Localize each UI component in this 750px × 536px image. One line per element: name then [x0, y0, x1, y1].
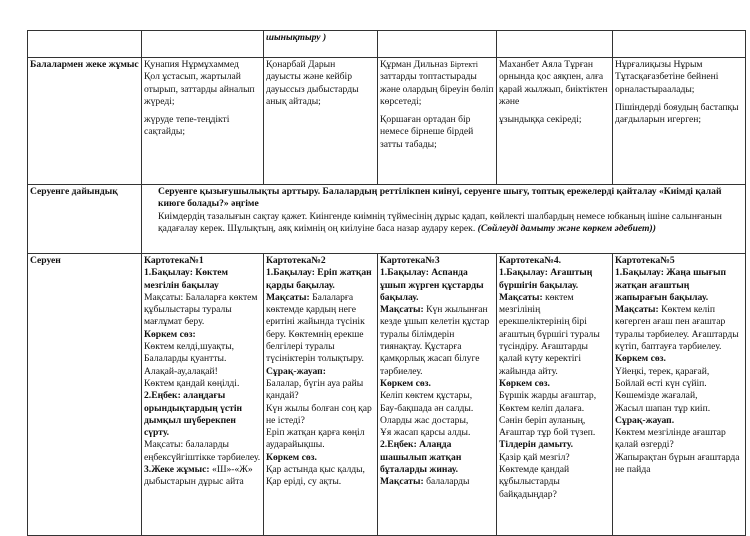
- walk-prep-row: [28, 185, 746, 254]
- card-line: Мақсаты: Балаларға көктемде қардың неге еритіні жайында түсінік беру. Көктемнің ерекше белгілері туралы түсініктерін толықтыру.: [266, 291, 365, 365]
- card-line: Еріп жатқан қарға көңіл аударайықшы.: [266, 427, 365, 451]
- top-row: [28, 31, 746, 58]
- card-line: Көктем мезгілінде ағаштар қалай өзгерді?: [615, 427, 726, 451]
- card-line: Сұрақ-жауап.: [615, 414, 675, 426]
- card-line: Балалар, бүгін ауа райы қандай?: [266, 377, 364, 402]
- walk-card-4: [497, 254, 613, 536]
- card-line: Ағаштар тұр бой түзеп.: [499, 427, 596, 439]
- card-line: Көркем сөз.: [499, 377, 550, 389]
- card-line: Күн жылы болған соң қар не істеді?: [266, 402, 372, 426]
- card-line: Қар еріді, су ақты.: [266, 476, 342, 488]
- card-line: Қазір қай мезгіл?: [499, 451, 570, 463]
- card-line: Мақсаты: балаларды еңбексүйгіштікке тәрбиелеу.: [144, 439, 261, 463]
- card-line: Көктемде қандай құбылыстарды байқадыңдар?: [499, 464, 570, 500]
- card-line: Көктем қандай көңілді.: [144, 377, 240, 389]
- card-line: Балаларды қуантты.: [144, 353, 227, 365]
- card-line: Көшемізде жағалай,: [615, 390, 698, 402]
- card-line: Мақсаты: Балаларға көктем құбылыстары туралы мағлұмат беру.: [144, 291, 258, 328]
- plan-table: [27, 30, 746, 536]
- individual-work-cell-2: Қонарбай Дарын дауысты және кейбір дауыссыз дыбыстарды анық айтады;: [264, 58, 378, 185]
- card-line: Тілдерін дамыту.: [499, 439, 573, 451]
- card-line: Көркем сөз.: [266, 451, 317, 463]
- walk-card-3: [378, 254, 497, 536]
- card-line: Ұя жасап қарсы алды.: [380, 427, 471, 439]
- individual-work-label: Балалармен жеке жұмыс: [28, 58, 142, 185]
- card-line: Сұрақ-жауап:: [266, 365, 326, 377]
- card-line: Бойлай өсті күн сүйіп.: [615, 377, 707, 389]
- card-line: Сәнін беріп ауланың,: [499, 414, 586, 426]
- card-line: Көркем сөз.: [615, 353, 666, 365]
- card-line: Келіп көктем құстары,: [380, 390, 473, 402]
- card-line: 3.Жеке жұмыс: «Ш»-«Ж» дыбыстарын дұрыс айта: [144, 464, 253, 488]
- card-line: Мақсаты: Күн жылынған кезде ұшып келетін құстар туралы білімдерін тиянақтау. Құстарға қамқорлық жасап білуге тәрбиелеу.: [380, 304, 490, 377]
- card-title: Картотека№3: [380, 255, 440, 266]
- individual-work-cell-1: Қунапия Нұрмұхаммед Қол ұстасып, жартылай отырып, заттарды айналып жүреді; жүруде тепе-теңдікті сақтайды;: [142, 58, 264, 185]
- walk-card-1: [142, 254, 264, 536]
- card-line: Жапырақтан бүрын ағаштарда не пайда: [615, 451, 740, 476]
- card-title: Картотека№2: [266, 255, 326, 266]
- card-line: Үйеңкі, терек, қарағай,: [615, 365, 710, 377]
- card-line: 1.Бақылау: Жаңа шығып жатқан ағаштың жапырағын бақылау.: [615, 267, 727, 303]
- walk-row: [28, 254, 746, 536]
- card-line: Мақсаты: Көктем келіп көгерген ағаш пен ағаштар туралы тәрбиелеу. Ағаштарды күтіп, баптауға тәрбиелеу.: [615, 304, 739, 353]
- card-line: Мақсаты: балаларды: [380, 476, 470, 488]
- card-line: Алақай-ау,алақай!: [144, 365, 218, 377]
- card-line: Көркем сөз.: [380, 377, 431, 389]
- card-line: Көктем келді,шуақты,: [144, 341, 235, 353]
- individual-work-row: [28, 58, 746, 185]
- individual-work-cell-3: Құрман Дильназ Біртекті заттарды топтастырады және олардың біреуін бөліп көрсетеді; Қоршаған ортадан бір немесе бірнеше бірдей затты табады;: [378, 58, 497, 185]
- individual-work-cell-4: Маханбет Аяла Тұрған орнында қос аяқпен, алға қарай жылжып, биіктіктен және ұзындыққа секіреді;: [497, 58, 613, 185]
- card-line: Көркем сөз:: [144, 328, 196, 340]
- card-title: Картотека№1: [144, 255, 204, 266]
- walk-card-5: [613, 254, 746, 536]
- card-line: Көктем келіп далаға.: [499, 402, 585, 414]
- walk-card-2: [264, 254, 378, 536]
- card-title: Картотека№4.: [499, 255, 562, 266]
- individual-work-cell-5: Нұрғалиқызы Нұрым Тұтасқағазбетіне бейнені орналастыраалады; Пішіндерді бояудың бастапқы дағдыларын игерген;: [613, 58, 746, 185]
- card-line: 2.Еңбек: алаңдағы орындықтардың үстін дымқыл шүберекпен сүрту.: [144, 390, 243, 439]
- card-line: Жасыл шапан тұр киіп.: [615, 402, 711, 414]
- card-line: 2.Еңбек: Алаңда шашылып жатқан бұталарды жинау.: [380, 439, 462, 476]
- walk-prep-label: Серуенге дайындық: [28, 185, 142, 254]
- card-line: 1.Бақылау: Ағаштың бүршігін бақылау.: [499, 267, 593, 291]
- card-line: Бау-бақшада ән салды.: [380, 402, 474, 414]
- card-line: 1.Бақылау: Еріп жатқан қарды бақылау.: [266, 267, 372, 291]
- walk-label: Серуен: [28, 254, 142, 536]
- card-line: 1.Бақылау: Көктем мезгілін бақылау: [144, 267, 229, 291]
- card-title: Картотека№5: [615, 255, 675, 266]
- card-line: Мақсаты: көктем мезгілінің ерекшеліктерінің бірі ағаштың бүршігі туралы түсіндіру. Ағаштарды қалай күту керектігі жайында айту.: [499, 291, 600, 377]
- card-line: Қар астында қыс қалды,: [266, 464, 365, 476]
- walk-prep-content: Серуенге қызығушылықты арттыру. Балалардың реттілікпен киінуі, серуенге шығу, топтық ережелерді қайталау «Киімді қалай киюге болады?» әңгіме Киімдердің тазалығын сақтау қажет. Киінгенде киімнің түймесінің дұрыс қадап, көйлекті шалбардың немесе юбканың ішіне салынғанын қадағалау керек. Шұлықтың, аяқ киімнің оң киілуіне баса назар аудару керек. (Сөйлеуді дамыту және көркем әдебиет)): [142, 185, 746, 254]
- card-line: Оларды жас достары,: [380, 414, 469, 426]
- top-row-cell: шынықтыру ): [264, 31, 378, 58]
- card-line: Бүршік жарды ағаштар,: [499, 390, 597, 402]
- card-line: 1.Бақылау: Аспанда ұшып жүрген құстарды бақылау.: [380, 267, 484, 303]
